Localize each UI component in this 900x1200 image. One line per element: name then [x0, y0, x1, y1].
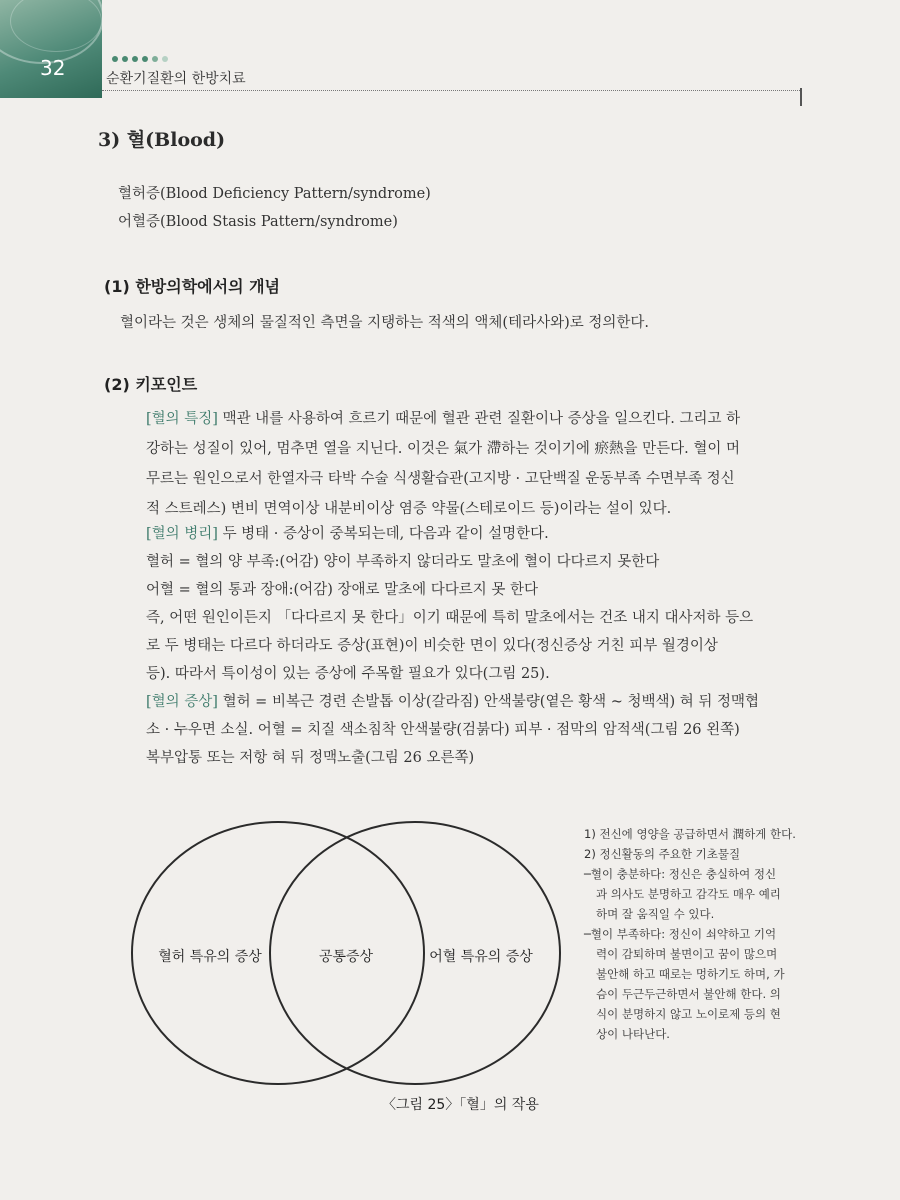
- keypoints-heading: (2) 키포인트: [104, 375, 198, 394]
- note-line: ─혈이 부족하다: 정신이 쇠약하고 기억: [584, 927, 777, 941]
- note-line: 하며 잘 움직일 수 있다.: [596, 907, 715, 921]
- pathology-line: [146, 522, 549, 543]
- symptom-line: 복부압통 또는 저항 혀 뒤 정맥노출(그림 26 오른쪽): [146, 750, 475, 766]
- note-line: 불안해 하고 때로는 멍하기도 하며, 가: [596, 967, 785, 981]
- running-title: 순환기질환의 한방치료: [106, 71, 246, 87]
- note-line: ─혈이 충분하다: 정신은 충실하여 정신: [584, 867, 777, 881]
- pathology-line: 로 두 병태는 다르다 하더라도 증상(표현)이 비슷한 면이 있다(정신증상 거친 피부 월경이상: [146, 638, 718, 654]
- pathology-line: 등). 따라서 특이성이 있는 증상에 주목할 필요가 있다(그림 25).: [146, 666, 550, 682]
- concept-text: 혈이라는 것은 생체의 물질적인 측면을 지탱하는 적색의 액체(테라사와)로 정의한다.: [120, 315, 650, 331]
- pathology-line: 혈허 = 혈의 양 부족:(어감) 양이 부족하지 않더라도 말초에 혈이 다다르지 못한다: [146, 554, 660, 570]
- feature-line: [146, 407, 740, 428]
- header-tick: [800, 88, 802, 106]
- note-line: 슴이 두근두근하면서 불안해 한다. 의: [596, 987, 781, 1001]
- note-line: 상이 나타난다.: [596, 1027, 670, 1041]
- side-notes: [584, 824, 812, 1044]
- feature-line: 강하는 성질이 있어, 멈추면 열을 지닌다. 이것은 氣가 滯하는 것이기에 瘀熱을 만든다. 혈이 머: [146, 441, 740, 457]
- concept-heading: (1) 한방의학에서의 개념: [104, 277, 281, 296]
- header-dots: [112, 56, 168, 62]
- left-label: 혈허 특유의 증상: [158, 949, 262, 965]
- pathology-text: 두 병태 · 증상이 중복되는데, 다음과 같이 설명한다.: [222, 526, 549, 542]
- pathology-line: 어혈 = 혈의 통과 장애:(어감) 장애로 말초에 다다르지 못 한다: [146, 582, 538, 598]
- right-label: 어혈 특유의 증상: [429, 949, 533, 965]
- term-blood-stasis: 어혈증(Blood Stasis Pattern/syndrome): [118, 214, 398, 230]
- symptom-tag: [혈의 증상]: [146, 694, 218, 710]
- header-decoration: [0, 0, 102, 98]
- note-line: 식이 분명하지 않고 노이로제 등의 현: [596, 1007, 781, 1021]
- section-title: 3) 혈(Blood): [98, 129, 226, 151]
- feature-line: 무르는 원인으로서 한열자극 타박 수술 식생활습관(고지방 · 고단백질 운동부족 수면부족 정신: [146, 471, 735, 487]
- feature-tag: [혈의 특징]: [146, 411, 218, 427]
- pathology-line: 즉, 어떤 원인이든지 「다다르지 못 한다」이기 때문에 특히 말초에서는 건조 내지 대사저하 등으: [146, 610, 754, 626]
- note-line: 2) 정신활동의 주요한 기초물질: [584, 847, 741, 861]
- header-rule: [102, 90, 802, 91]
- note-line: 과 의사도 분명하고 감각도 매우 예리: [596, 887, 781, 901]
- feature-line: 적 스트레스) 변비 면역이상 내분비이상 염증 약물(스테로이드 등)이라는 설이 있다.: [146, 501, 672, 517]
- venn-diagram: [130, 818, 570, 1088]
- symptom-line: 소 · 누우면 소실. 어혈 = 치질 색소침착 안색불량(검붉다) 피부 · 점막의 암적색(그림 26 왼쪽): [146, 722, 740, 738]
- symptom-line: [146, 690, 759, 711]
- pathology-tag: [혈의 병리]: [146, 526, 218, 542]
- note-line: 1) 전신에 영양을 공급하면서 潤하게 한다.: [584, 827, 796, 841]
- term-blood-deficiency: 혈허증(Blood Deficiency Pattern/syndrome): [118, 186, 431, 202]
- figure-caption: 〈그림 25〉「혈」의 작용: [382, 1097, 539, 1113]
- center-label: 공통증상: [318, 949, 374, 965]
- feature-text: 맥관 내를 사용하여 흐르기 때문에 혈관 관련 질환이나 증상을 일으킨다. 그리고 하: [222, 411, 741, 427]
- symptom-text: 혈허 = 비복근 경련 손발톱 이상(갈라짐) 안색불량(옅은 황색 ~ 청백색) 혀 뒤 정맥협: [222, 694, 760, 710]
- page-number: 32: [40, 56, 66, 80]
- note-line: 력이 감퇴하며 불면이고 꿈이 많으며: [596, 947, 778, 961]
